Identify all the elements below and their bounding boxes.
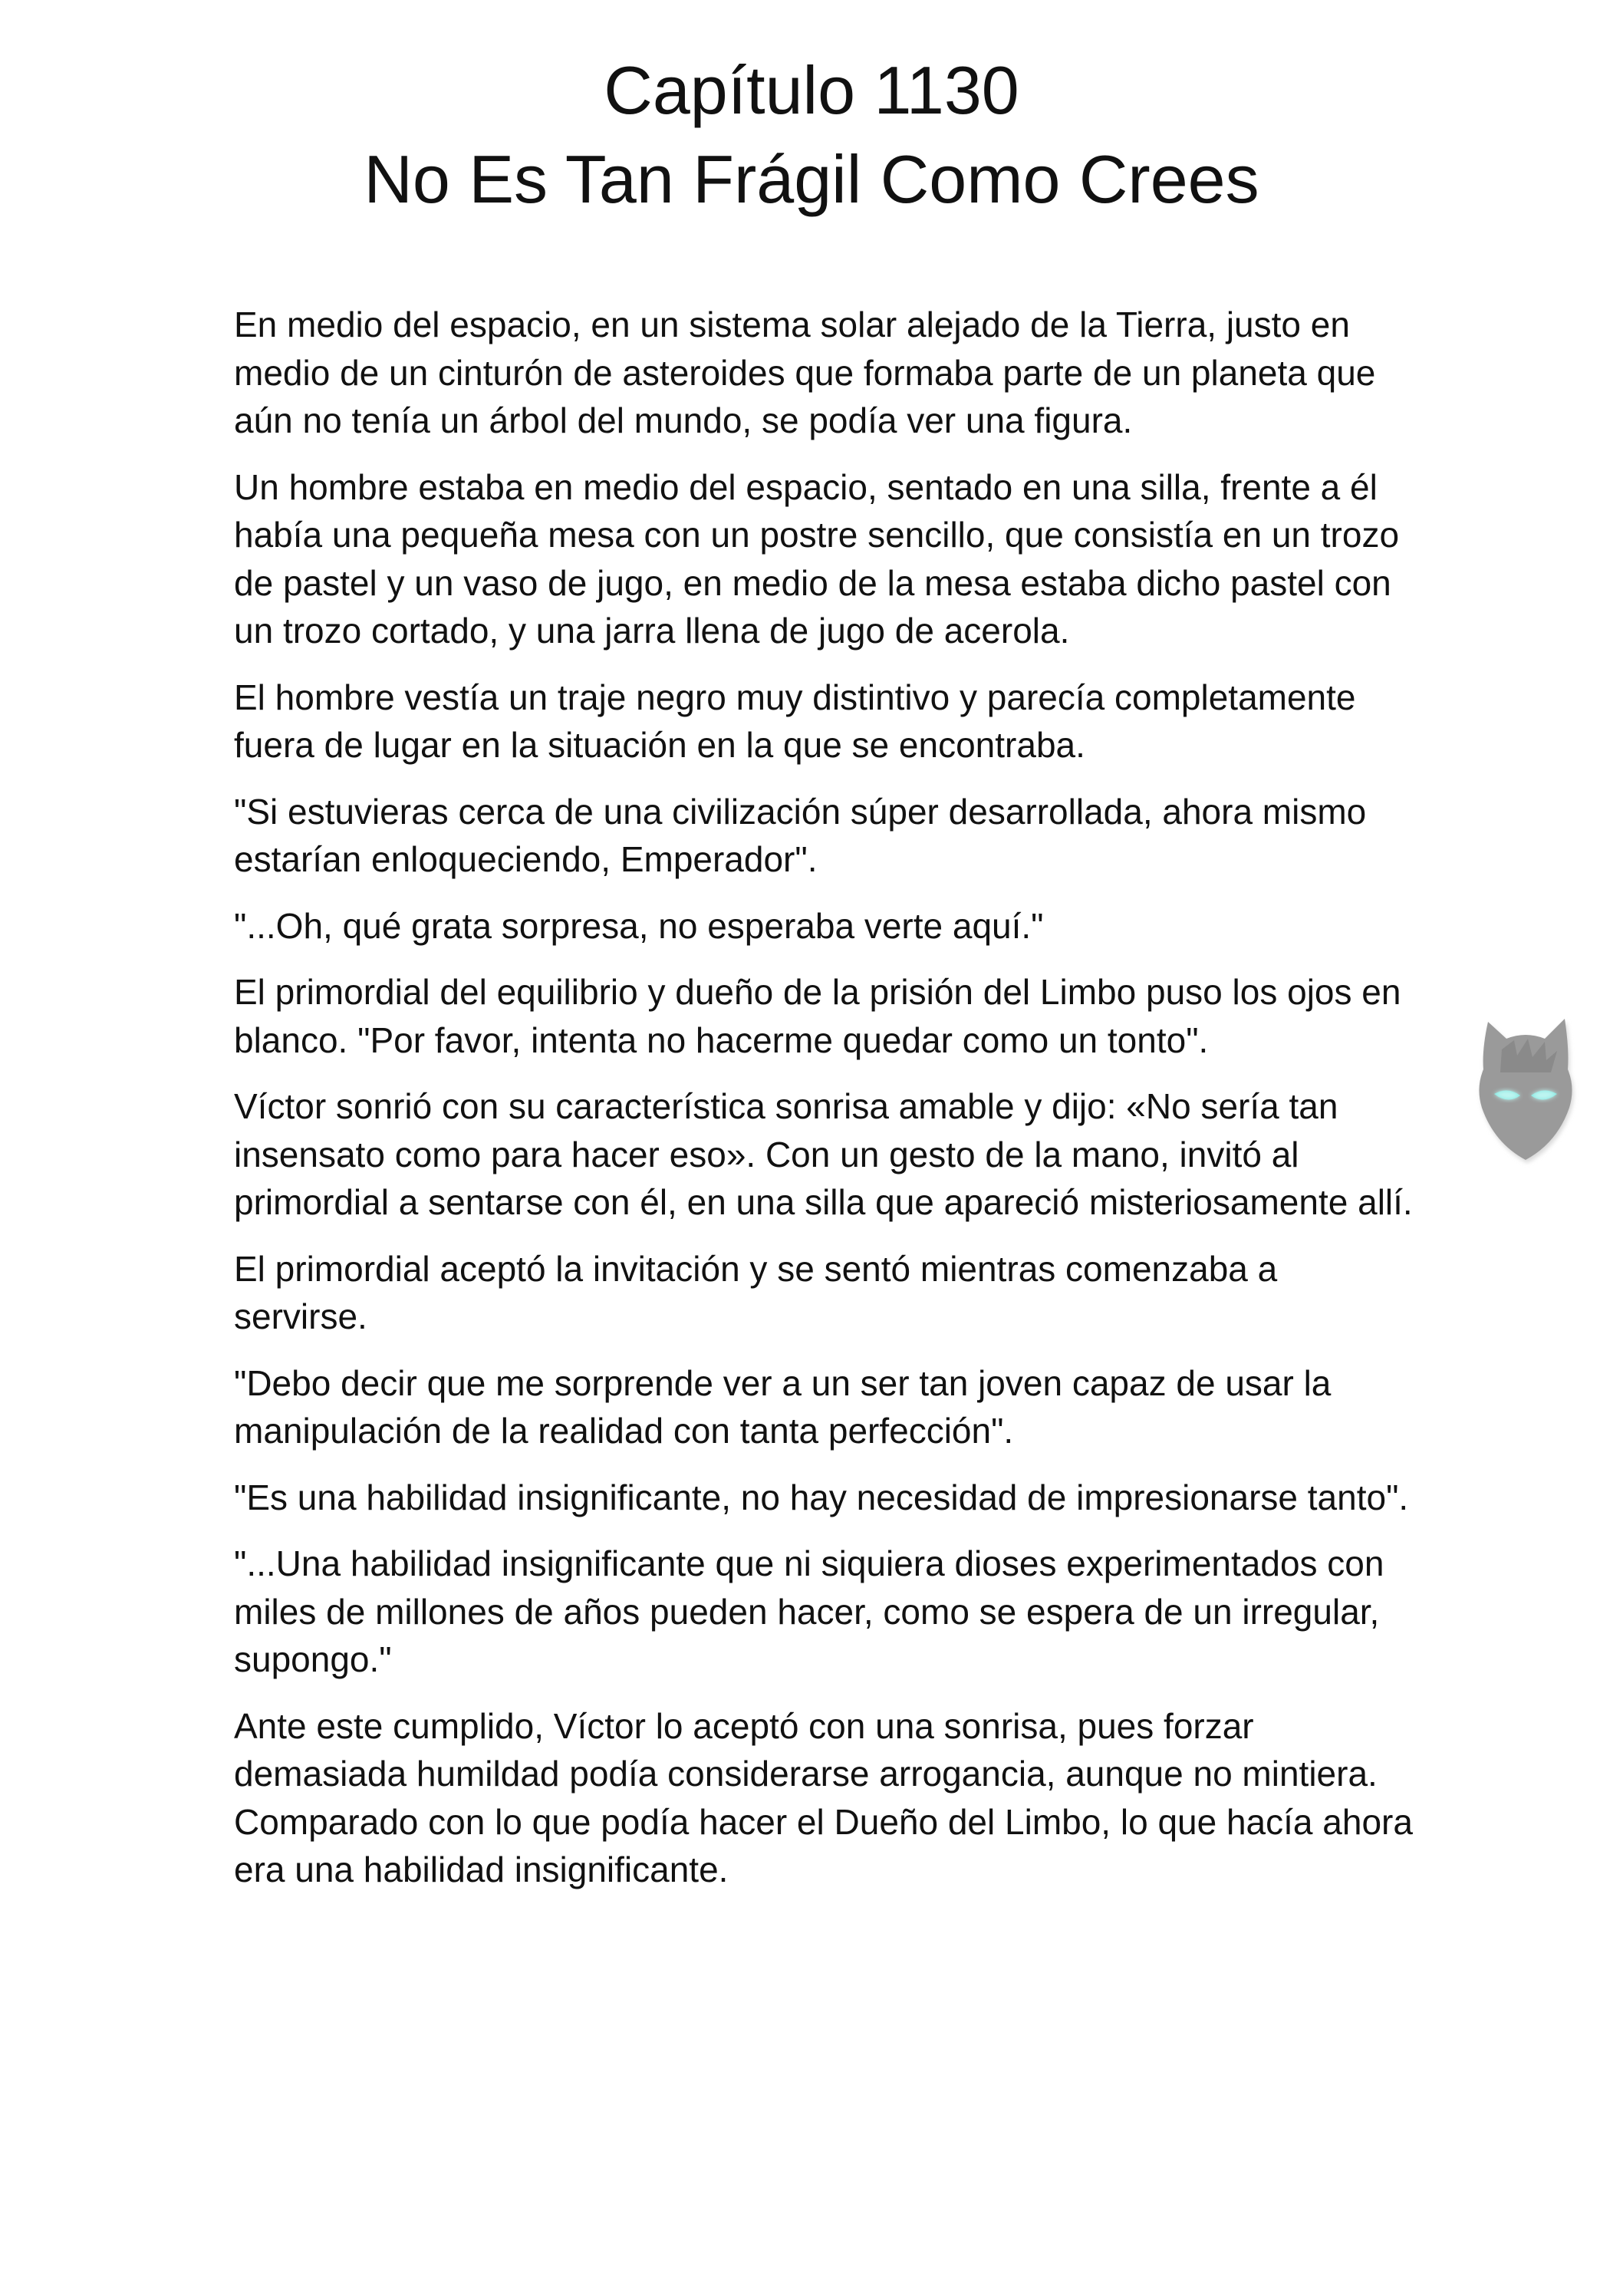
chapter-heading — [0, 46, 1623, 224]
paragraph: "Es una habilidad insignificante, no hay necesidad de impresionarse tanto". — [234, 1477, 1409, 1517]
chapter-title: No Es Tan Frágil Como Crees — [364, 141, 1259, 217]
paragraph: "Si estuvieras cerca de una civilización súper desarrollada, ahora mismo estarían enloqueciendo, Emperador". — [234, 791, 1367, 879]
paragraph: El primordial aceptó la invitación y se sentó mientras comenzaba a servirse. — [234, 1248, 1278, 1336]
chapter-body — [234, 301, 1415, 1912]
demon-head-logo-icon — [1471, 996, 1580, 1168]
paragraph: "Debo decir que me sorprende ver a un ser tan joven capaz de usar la manipulación de la realidad con tanta perfección". — [234, 1362, 1332, 1451]
paragraph: "...Oh, qué grata sorpresa, no esperaba verte aquí." — [234, 905, 1044, 946]
paragraph: Ante este cumplido, Víctor lo aceptó con una sonrisa, pues forzar demasiada humildad podía considerarse arrogancia, aunque no mintiera. Comparado con lo que podía hacer el Dueño del Limbo, lo que hacía ahora era una habilidad insignificante. — [234, 1705, 1413, 1889]
paragraph: El hombre vestía un traje negro muy distintivo y parecía completamente fuera de lugar en la situación en la que se encontraba. — [234, 677, 1356, 765]
chapter-number: Capítulo 1130 — [604, 52, 1019, 128]
paragraph: Un hombre estaba en medio del espacio, sentado en una silla, frente a él había una pequeña mesa con un postre sencillo, que consistía en un trozo de pastel y un vaso de jugo, en medio de la mesa estaba dicho pastel con un trozo cortado, y una jarra llena de jugo de acerola. — [234, 466, 1400, 651]
paragraph: Víctor sonrió con su característica sonrisa amable y dijo: «No sería tan insensato como para hacer eso». Con un gesto de la mano, invitó al primordial a sentarse con él, en una silla que apareció misteriosamente allí. — [234, 1086, 1413, 1222]
paragraph: El primordial del equilibrio y dueño de la prisión del Limbo puso los ojos en blanco. "Por favor, intenta no hacerme quedar como un tonto". — [234, 972, 1401, 1060]
paragraph: En medio del espacio, en un sistema solar alejado de la Tierra, justo en medio de un cinturón de asteroides que formaba parte de un planeta que aún no tenía un árbol del mundo, se podía ver una figura. — [234, 305, 1376, 440]
paragraph: "...Una habilidad insignificante que ni siquiera dioses experimentados con miles de millones de años pueden hacer, como se espera de un irregular, supongo." — [234, 1543, 1384, 1679]
